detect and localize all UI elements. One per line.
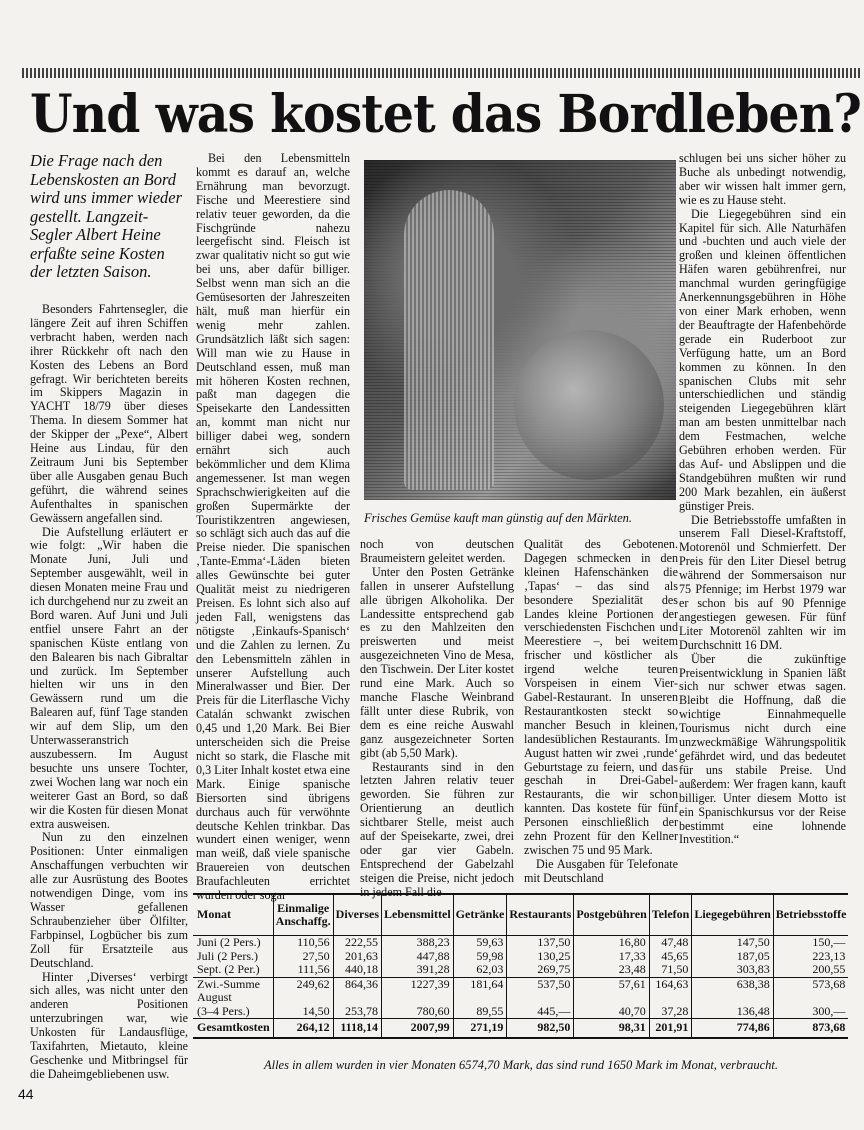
table-cell: 201,63	[333, 950, 381, 964]
table-row	[193, 991, 848, 1005]
table-cell: 110,56	[273, 936, 333, 950]
table-cell: Zwi.-Summe	[193, 977, 273, 991]
table-row	[193, 963, 848, 977]
table-cell: 774,86	[692, 1019, 773, 1038]
table-cell: 573,68	[773, 977, 848, 991]
text-column-1	[30, 302, 188, 1081]
table-cell: 445,—	[507, 1005, 574, 1019]
table-cell: 136,48	[692, 1005, 773, 1019]
table-cell: 111,56	[273, 963, 333, 977]
table-cell: 447,88	[382, 950, 454, 964]
table-cell	[453, 991, 507, 1005]
table-cell: 982,50	[507, 1019, 574, 1038]
table-cell: 537,50	[507, 977, 574, 991]
table-cell: 391,28	[382, 963, 454, 977]
table-row	[193, 936, 848, 950]
table-cell	[333, 991, 381, 1005]
table-cell: 440,18	[333, 963, 381, 977]
table-cell: 59,98	[453, 950, 507, 964]
column-header: Betriebsstoffe	[773, 894, 848, 936]
table-cell: 164,63	[649, 977, 692, 991]
text-column-3	[360, 537, 514, 899]
table-cell: 638,38	[692, 977, 773, 991]
table-cell: (3–4 Pers.)	[197, 1003, 250, 1018]
cost-table	[193, 893, 848, 1039]
column-header: Diverses	[333, 894, 381, 936]
photo-person	[404, 190, 494, 490]
table-cell: 37,28	[649, 1005, 692, 1019]
paragraph: Unter den Posten Getränke fallen in unserer Aufstellung alle übrigen Alkoholika. Der Landessitte entsprechend gab es zu den Mahlzeiten den preiswerten und meist ausgezeichneten Vino de Mesa, den Tischwein. Der Liter kostet rund eine Mark. Auch so manche Flasche Weinbrand fällt unter diese Rubrik, von dem es eine reiche Auswahl ganz ausgezeichneter Sorten gibt (ab 5,50 Mark).	[360, 564, 514, 760]
table-cell: 14,50	[273, 1005, 333, 1019]
table-cell: Gesamtkosten	[193, 1019, 273, 1038]
table-cell: 150,—	[773, 936, 848, 950]
table-cell: August	[197, 990, 232, 1004]
column-header: Monat	[193, 894, 273, 936]
table-cell: 16,80	[574, 936, 649, 950]
table-row	[193, 977, 848, 991]
page-number: 44	[18, 1086, 34, 1102]
market-photo	[364, 160, 676, 500]
paragraph: Die Liegegebühren sind ein Kapitel für sich. Alle Naturhäfen und -buchten und auch viele der großen und kleinen öffentlichen Häfen waren gebührenfrei, nur manchmal wurden geringfügige Anerkennungsgebühren in Höhe von einer Mark erhoben, wenn der Beauftragte der Hafenbehörde gerade ein Ruderboot zur Verfügung hatte, um an Bord kommen zu können. In den spanischen Clubs mit sehr unterschiedlichen und ständig steigenden Liegegebühren klärt man am besten unmittelbar nach dem Festmachen, welche Gebühren erhoben werden. Für das Auf- und Abslippen und die Standgebühren mußten wir rund 200 Mark bezahlen, ein äußerst günstiger Preis.	[679, 206, 846, 513]
table-cell: 264,12	[273, 1019, 333, 1038]
text-column-2	[196, 151, 350, 903]
table-cell: 17,33	[574, 950, 649, 964]
table-cell: 187,05	[692, 950, 773, 964]
table-cell: 200,55	[773, 963, 848, 977]
table-cell: 62,03	[453, 963, 507, 977]
table-cell: 23,48	[574, 963, 649, 977]
table-cell: 89,55	[453, 1005, 507, 1019]
table-cell: 222,55	[333, 936, 381, 950]
column-header: Restaurants	[507, 894, 574, 936]
column-header: Einmalige Anschaffg.	[273, 894, 333, 936]
paragraph: Besonders Fahrtensegler, die längere Zeit auf ihren Schiffen verbracht haben, werden nach ihrer Rückkehr oft nach den Kosten des Lebens an Bord gefragt. Wir berichteten bereits im Skippers Magazin in YACHT 18/79 über dieses Thema. In diesem Sommer hat der Skipper der „Pexe“, Albert Heine aus Lindau, für den Zeitraum Juni bis September über alle Ausgaben genau Buch geführt, die während seines Aufenthaltes in spanischen Gewässern angefallen sind.	[30, 302, 188, 525]
photo-vegetable-stall	[514, 330, 664, 480]
article-headline: Und was kostet das Bordleben?	[30, 84, 862, 145]
table-cell: 2007,99	[382, 1019, 454, 1038]
table-cell	[773, 991, 848, 1005]
paragraph: noch von deutschen Braumeistern geleitet werden.	[360, 537, 514, 565]
table-cell: 98,31	[574, 1019, 649, 1038]
table-cell: 27,50	[273, 950, 333, 964]
table-cell	[507, 991, 574, 1005]
table-cell: 249,62	[273, 977, 333, 991]
table-cell	[574, 991, 649, 1005]
table-note: Alles in allem wurden in vier Monaten 6574,70 Mark, das sind rund 1650 Mark im Monat, verbraucht.	[263, 1058, 779, 1072]
table-cell: 137,50	[507, 936, 574, 950]
column-header: Lebensmittel	[382, 894, 454, 936]
paragraph: Die Aufstellung erläutert er wie folgt: „Wir haben die Monate Juni, Juli und September ausgewählt, weil in diesen Monaten meine Frau und ich durchgehend nur zu zweit an Bord waren. Auf Juni und Juli entfiel unsere Fahrt an der spanischen Küste entlang von den Balearen bis nach Gibraltar und zurück. Im September hielten wir uns in den Gewässern rund um die Balearen auf, fünf Tage standen wir auf dem Slip, um den Unterwasseranstrich auszubessern. Im August besuchte uns unsere Tochter, zwei Wochen lang war noch ein weiterer Gast an Bord, so daß wir die Kosten für diesen Monat extra ausweisen.	[30, 524, 188, 831]
table-cell: Juli (2 Pers.)	[197, 948, 258, 963]
table-cell: 303,83	[692, 963, 773, 977]
table-cell: 57,61	[574, 977, 649, 991]
table-cell: Juni (2 Pers.)	[197, 935, 261, 949]
table-cell	[273, 991, 333, 1005]
paragraph: schlugen bei uns sicher höher zu Buche als unbedingt notwendig, aber wir wissen halt immer gern, wie es zu Hause steht.	[679, 151, 846, 207]
text-column-5	[679, 152, 846, 870]
table-cell: 1118,14	[333, 1019, 381, 1038]
table-cell: 130,25	[507, 950, 574, 964]
table-cell: 40,70	[574, 1005, 649, 1019]
table-cell: 147,50	[692, 936, 773, 950]
paragraph: Über die zukünftige Preisentwicklung in Spanien läßt sich nur schwer etwas sagen. Bleibt die Hoffnung, daß die wichtige Einnahmequelle Tourismus nicht durch eine unzweckmäßige Währungspolitik gefährdet wird, und das bedeutet für uns stabile Preise. Und außerdem: Wer fragen kann, kauft billiger. Unter diesem Motto ist ein Spanischkursus vor der Reise bestimmt eine lohnende Investition.“	[679, 651, 846, 847]
table-cell: 181,64	[453, 977, 507, 991]
table-cell	[649, 991, 692, 1005]
table-cell: 271,19	[453, 1019, 507, 1038]
table-cell: 59,63	[453, 936, 507, 950]
table-cell: 780,60	[382, 1005, 454, 1019]
paragraph: Die Betriebsstoffe umfaßten in unserem Fall Diesel-Kraftstoff, Motorenöl und Schmierfett. Der Preis für den Liter Diesel betrug während der Sommersaison nur 75 Pfennige; im Herbst 1979 war er schon bis auf 90 Pfennige angestiegen gewesen. Für fünf Liter Motorenöl zahlten wir im Durchschnitt 16 DM.	[679, 512, 846, 652]
paragraph: Nun zu den einzelnen Positionen: Unter einmaligen Anschaffungen verbuchten wir alle zur Ausrüstung des Bootes notwendigen Dinge, vom ins Wasser gefallenen Schraubenzieher über Ölfilter, Farbpinsel, Logbücher bis zum Zoll für Ersatzteile aus Deutschland.	[30, 830, 188, 970]
paragraph: Bei den Lebensmitteln kommt es darauf an, welche Ernährung man bevorzugt. Fische und Meerestiere sind relativ teuer geworden, da die Fischgründe nahezu leergefischt sind. Fleisch ist zwar qualitativ nicht so gut wie bei uns, aber dafür billiger. Selbst wenn man sich an die Gemüsesorten der Jahreszeiten hält, muß man hierfür ein wenig mehr zahlen. Grundsätzlich läßt sich sagen: Will man wie zu Hause in Deutschland essen, muß man mit höheren Kosten rechnen, paßt man dagegen die Speisekarte den Landessitten an, kommt man nicht nur billiger dabei weg, sondern ernährt sich auch bekömmlicher und dem Klima angemessener. Ist man wegen Sprachschwierigkeiten auf die großen Supermärkte der Touristikzentren angewiesen, so schlägt sich auch das auf die Preise nieder. Die spanischen ‚Tante-Emma‘-Läden bieten alles Gewünschte bei guter Qualität meist zu niedrigeren Preisen. Es lohnt sich also auf jeden Fall, wenigstens das nötigste ‚Einkaufs-Spanisch‘ und die Zahlen zu lernen. Zu den Lebensmitteln zählen in unserer Aufstellung auch Mineralwasser und Bier. Der Preis für die Literflasche Vichy Catalán schwankt zwischen 0,45 und 1,20 Mark. Bei Bier unterscheiden sich die Preise nicht so stark, die Flasche mit 0,3 Liter Inhalt kostet etwa eine Mark. Einige spanische Biersorten sind übrigens durchaus auch für verwöhnte deutsche Kehlen trinkbar. Das wundert einen weniger, wenn man weiß, daß viele spanische Brauereien von deutschen Braufachleuten errichtet wurden oder sogar	[196, 151, 350, 903]
table-cell: 1227,39	[382, 977, 454, 991]
table-row	[193, 950, 848, 964]
table-cell: 47,48	[649, 936, 692, 950]
paragraph: Restaurants sind in den letzten Jahren relativ teuer geworden. Sie führen zur Orientierung an deutlich sichtbarer Stelle, meist auch auf der Speisekarte, zwei, drei oder gar vier Gabeln. Entsprechend der Gabelzahl steigen die Preise, nicht jedoch in jedem Fall die	[360, 759, 514, 899]
table-row	[193, 1019, 848, 1038]
table-cell: 873,68	[773, 1019, 848, 1038]
table-cell: 223,13	[773, 950, 848, 964]
table-cell: 864,36	[333, 977, 381, 991]
table-cell: 269,75	[507, 963, 574, 977]
paragraph: Qualität des Gebotenen. Dagegen schmecken in den kleinen Hafenschänken die ‚Tapas‘ – das sind als besondere Spezialität des Landes kleine Portionen der verschiedensten Fischchen und Meerestiere –, bei weitem frischer und köstlicher als irgend welche teuren Vorspeisen in einem Vier-Gabel-Restaurant. In unseren Restaurantkosten steckt so mancher Besuch in kleinen, landesüblichen Restaurants. Im August hatten wir zwei ‚runde‘ Geburtstage zu feiern, und das geschah in Drei-Gabel-Restaurants, die wir schon kannten. Das kostete für fünf Personen einschließlich der zehn Prozent für den Kellner zwischen 75 und 95 Mark.	[524, 537, 678, 857]
article-lead: Die Frage nach den Lebenskosten an Bord wird uns immer wieder gestellt. Langzeit-Segler Albert Heine erfaßte seine Kosten der letzten Saison.	[30, 151, 183, 281]
paragraph: Hinter ‚Diverses‘ verbirgt sich alles, was nicht unter den anderen Positionen unterzubringen war, wie Unkosten für Landausflüge, Taxifahrten, Mietauto, kleine Geschenke und Mitbringsel für die Daheimgebliebenen usw.	[30, 969, 188, 1081]
table-cell: 45,65	[649, 950, 692, 964]
column-header: Telefon	[649, 894, 692, 936]
header-rule	[22, 68, 862, 78]
table-cell: 388,23	[382, 936, 454, 950]
table-cell: 71,50	[649, 963, 692, 977]
column-header: Liegegebühren	[692, 894, 773, 936]
table-cell: Sept. (2 Per.)	[197, 962, 260, 976]
column-header: Getränke	[453, 894, 507, 936]
table-cell	[692, 991, 773, 1005]
table-cell: 201,91	[649, 1019, 692, 1038]
table-cell: 253,78	[333, 1005, 381, 1019]
table-row	[193, 1005, 848, 1019]
table-cell: 300,—	[773, 1005, 848, 1019]
table-cell	[382, 991, 454, 1005]
cost-table-header	[193, 894, 848, 936]
text-column-4	[524, 537, 678, 885]
column-header: Postgebühren	[574, 894, 649, 936]
paragraph: Die Ausgaben für Telefonate mit Deutschland	[524, 856, 678, 885]
photo-caption: Frisches Gemüse kauft man günstig auf den Märkten.	[364, 511, 633, 525]
